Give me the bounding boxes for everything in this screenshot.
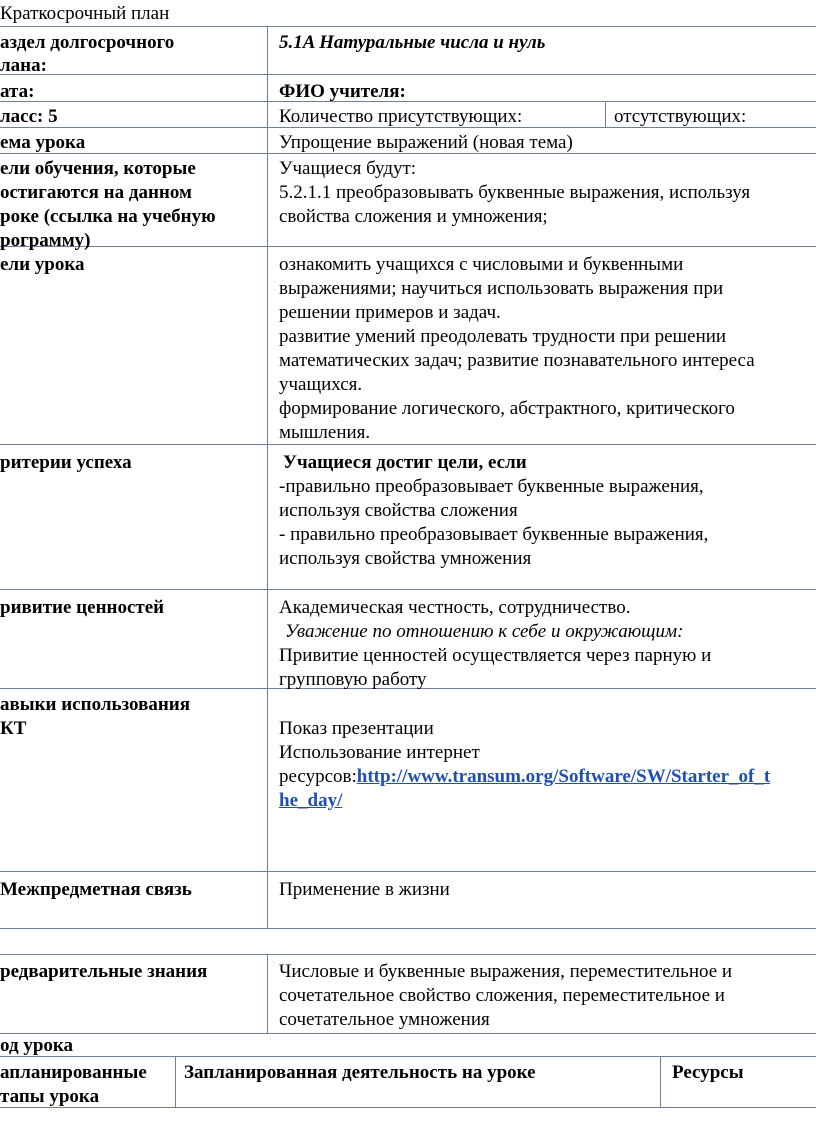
section-label: аздел долгосрочного [0, 32, 175, 53]
cross-curricular-value: Применение в жизни [279, 879, 450, 900]
lesson-goals-text: ознакомить учащихся с числовыми и буквенными [279, 254, 684, 275]
section-value: 5.1A Натуральные числа и нуль [279, 32, 546, 53]
success-criteria-heading: Учащиеся достиг цели, если [283, 452, 527, 473]
lesson-goals-text: выражениями; научиться использовать выражения при [279, 278, 724, 299]
lesson-flow-label: од урока [0, 1035, 74, 1056]
date-label: ата: [0, 81, 35, 102]
success-criteria-text: -правильно преобразовывает буквенные выражения, [279, 476, 704, 497]
prior-knowledge-text: сочетательное свойство сложения, переместительное и [279, 985, 725, 1006]
document-title: Краткосрочный план [0, 3, 170, 24]
teacher-name-label: ФИО учителя: [279, 81, 406, 102]
lesson-goals-text: развитие умений преодолевать трудности при решении [279, 326, 727, 347]
success-criteria-text: используя свойства умножения [279, 548, 532, 569]
lesson-goals-text: решении примеров и задач. [279, 302, 501, 323]
lesson-goals-label: ели урока [0, 254, 85, 275]
planned-activity-header: Запланированная деятельность на уроке [184, 1062, 536, 1083]
learning-goals-text: 5.2.1.1 преобразовывать буквенные выражения, используя [279, 182, 751, 203]
learning-goals-label: ели обучения, которые [0, 158, 196, 179]
lesson-goals-text: учащихся. [279, 374, 363, 395]
ict-label-cont: КТ [0, 718, 27, 739]
section-label-cont: лана: [0, 55, 47, 76]
class-label: ласс: 5 [0, 106, 58, 127]
absent-count-label: отсутствующих: [614, 106, 747, 127]
ict-resources-prefix: ресурсов: [279, 766, 357, 787]
prior-knowledge-label: редварительные знания [0, 961, 208, 982]
values-text: групповую работу [279, 669, 427, 690]
prior-knowledge-text: сочетательное умножения [279, 1009, 490, 1030]
cross-curricular-label: Межпредметная связь [0, 879, 192, 900]
values-text: Привитие ценностей осуществляется через парную и [279, 645, 712, 666]
present-count-label: Количество присутствующих: [279, 106, 523, 127]
success-criteria-text: используя свойства сложения [279, 500, 518, 521]
transum-link-cont[interactable]: he_day/ [279, 790, 343, 811]
ict-label: авыки использования [0, 694, 191, 715]
topic-value: Упрощение выражений (новая тема) [279, 132, 573, 153]
success-criteria-text: - правильно преобразовывает буквенные выражения, [279, 524, 709, 545]
topic-label: ема урока [0, 132, 86, 153]
lesson-goals-text: формирование логического, абстрактного, критического [279, 398, 735, 419]
learning-goals-label: рограмму) [0, 230, 91, 251]
transum-link[interactable]: http://www.transum.org/Software/SW/Starter_of_t [356, 766, 771, 787]
learning-goals-label: остигаются на данном [0, 182, 192, 203]
lesson-goals-text: математических задач; развитие познавательного интереса [279, 350, 755, 371]
values-text: Академическая честность, сотрудничество. [279, 597, 631, 618]
learning-goals-label: роке (ссылка на учебную [0, 206, 216, 227]
prior-knowledge-text: Числовые и буквенные выражения, переместительное и [279, 961, 733, 982]
learning-goals-text: Учащиеся будут: [279, 158, 417, 179]
ict-text: Показ презентации [279, 718, 434, 739]
planned-stages-header-cont: тапы урока [0, 1086, 100, 1107]
lesson-goals-text: мышления. [279, 422, 371, 443]
success-criteria-label: ритерии успеха [0, 452, 132, 473]
values-text-italic: Уважение по отношению к себе и окружающим: [285, 621, 684, 642]
values-label: ривитие ценностей [0, 597, 165, 618]
resources-header: Ресурсы [672, 1062, 744, 1083]
ict-resources-line [279, 765, 770, 789]
ict-text: Использование интернет [279, 742, 480, 763]
learning-goals-text: свойства сложения и умножения; [279, 206, 548, 227]
planned-stages-header: апланированные [0, 1062, 147, 1083]
